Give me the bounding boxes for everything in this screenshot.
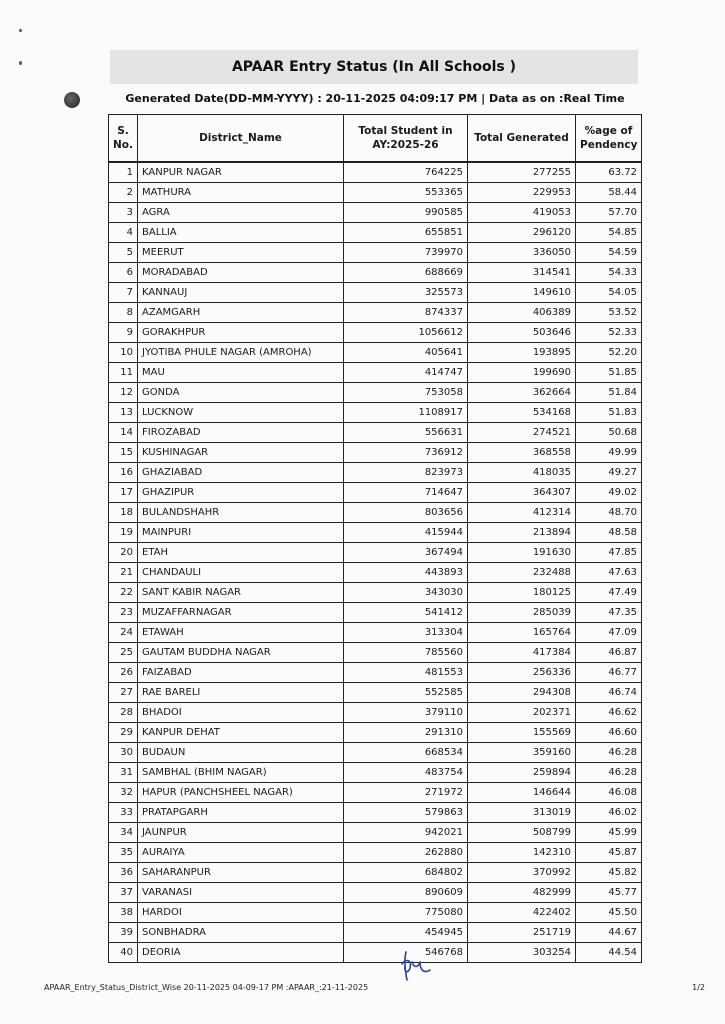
row-sno: 7	[109, 283, 138, 303]
row-total-generated: 336050	[468, 243, 576, 263]
row-sno: 32	[109, 783, 138, 803]
row-sno: 35	[109, 843, 138, 863]
scan-speck	[19, 61, 22, 65]
row-district: KANPUR NAGAR	[138, 162, 344, 183]
row-pendency: 46.74	[576, 683, 642, 703]
row-total-students: 764225	[344, 162, 468, 183]
row-district: DEORIA	[138, 943, 344, 963]
row-district: SAMBHAL (BHIM NAGAR)	[138, 763, 344, 783]
row-district: VARANASI	[138, 883, 344, 903]
row-sno: 24	[109, 623, 138, 643]
row-total-students: 890609	[344, 883, 468, 903]
row-district: GAUTAM BUDDHA NAGAR	[138, 643, 344, 663]
row-total-generated: 285039	[468, 603, 576, 623]
row-total-generated: 313019	[468, 803, 576, 823]
row-pendency: 51.84	[576, 383, 642, 403]
row-total-generated: 229953	[468, 183, 576, 203]
table-row	[109, 883, 642, 903]
scan-speck	[19, 29, 22, 32]
row-pendency: 46.08	[576, 783, 642, 803]
table-row	[109, 583, 642, 603]
row-district: PRATAPGARH	[138, 803, 344, 823]
row-district: SONBHADRA	[138, 923, 344, 943]
row-total-students: 343030	[344, 583, 468, 603]
row-sno: 13	[109, 403, 138, 423]
page-number: 1/2	[692, 983, 705, 992]
row-pendency: 52.33	[576, 323, 642, 343]
row-sno: 29	[109, 723, 138, 743]
row-total-students: 688669	[344, 263, 468, 283]
row-total-generated: 294308	[468, 683, 576, 703]
row-district: RAE BARELI	[138, 683, 344, 703]
table-row	[109, 783, 642, 803]
row-total-generated: 534168	[468, 403, 576, 423]
table-row	[109, 383, 642, 403]
row-district: LUCKNOW	[138, 403, 344, 423]
row-total-generated: 180125	[468, 583, 576, 603]
row-district: MORADABAD	[138, 263, 344, 283]
row-total-students: 553365	[344, 183, 468, 203]
row-total-students: 785560	[344, 643, 468, 663]
row-district: HAPUR (PANCHSHEEL NAGAR)	[138, 783, 344, 803]
row-total-generated: 146644	[468, 783, 576, 803]
row-sno: 17	[109, 483, 138, 503]
table-row	[109, 463, 642, 483]
row-total-students: 379110	[344, 703, 468, 723]
row-total-students: 874337	[344, 303, 468, 323]
table-row	[109, 863, 642, 883]
table-row	[109, 843, 642, 863]
row-total-generated: 412314	[468, 503, 576, 523]
row-district: BULANDSHAHR	[138, 503, 344, 523]
row-total-generated: 418035	[468, 463, 576, 483]
row-sno: 19	[109, 523, 138, 543]
row-pendency: 47.85	[576, 543, 642, 563]
row-sno: 28	[109, 703, 138, 723]
table-row	[109, 223, 642, 243]
row-sno: 27	[109, 683, 138, 703]
row-total-generated: 508799	[468, 823, 576, 843]
row-total-generated: 482999	[468, 883, 576, 903]
row-district: MAU	[138, 363, 344, 383]
row-pendency: 51.85	[576, 363, 642, 383]
row-total-students: 1108917	[344, 403, 468, 423]
signature-mark	[398, 950, 438, 984]
row-sno: 25	[109, 643, 138, 663]
row-sno: 21	[109, 563, 138, 583]
footer-filename: APAAR_Entry_Status_District_Wise 20-11-2025 04-09-17 PM :APAAR_:21-11-2025	[44, 983, 369, 992]
row-total-students: 415944	[344, 523, 468, 543]
table-row	[109, 923, 642, 943]
row-total-students: 443893	[344, 563, 468, 583]
generated-date-line: Generated Date(DD-MM-YYYY) : 20-11-2025 04:09:17 PM | Data as on :Real Time	[125, 92, 625, 105]
table-row	[109, 403, 642, 423]
row-total-generated: 149610	[468, 283, 576, 303]
row-total-generated: 422402	[468, 903, 576, 923]
row-total-generated: 155569	[468, 723, 576, 743]
table-row	[109, 303, 642, 323]
row-total-generated: 213894	[468, 523, 576, 543]
table-body	[109, 162, 642, 963]
row-total-generated: 165764	[468, 623, 576, 643]
row-sno: 22	[109, 583, 138, 603]
row-total-generated: 406389	[468, 303, 576, 323]
row-pendency: 51.83	[576, 403, 642, 423]
row-total-students: 541412	[344, 603, 468, 623]
row-pendency: 45.50	[576, 903, 642, 923]
row-total-generated: 303254	[468, 943, 576, 963]
row-sno: 30	[109, 743, 138, 763]
row-total-students: 714647	[344, 483, 468, 503]
row-sno: 33	[109, 803, 138, 823]
row-pendency: 47.49	[576, 583, 642, 603]
row-pendency: 49.27	[576, 463, 642, 483]
row-total-generated: 417384	[468, 643, 576, 663]
row-district: KUSHINAGAR	[138, 443, 344, 463]
row-pendency: 45.77	[576, 883, 642, 903]
row-pendency: 46.60	[576, 723, 642, 743]
table-row	[109, 723, 642, 743]
row-sno: 37	[109, 883, 138, 903]
row-total-students: 414747	[344, 363, 468, 383]
row-total-generated: 362664	[468, 383, 576, 403]
row-district: BUDAUN	[138, 743, 344, 763]
row-pendency: 54.05	[576, 283, 642, 303]
row-sno: 16	[109, 463, 138, 483]
row-sno: 40	[109, 943, 138, 963]
table-row	[109, 683, 642, 703]
row-total-students: 736912	[344, 443, 468, 463]
table-row	[109, 343, 642, 363]
table-row	[109, 823, 642, 843]
row-total-students: 753058	[344, 383, 468, 403]
row-total-generated: 193895	[468, 343, 576, 363]
row-total-students: 990585	[344, 203, 468, 223]
row-total-students: 739970	[344, 243, 468, 263]
table-row	[109, 263, 642, 283]
table-row	[109, 243, 642, 263]
row-district: MUZAFFARNAGAR	[138, 603, 344, 623]
row-pendency: 63.72	[576, 162, 642, 183]
table-row	[109, 503, 642, 523]
row-pendency: 46.02	[576, 803, 642, 823]
row-total-students: 942021	[344, 823, 468, 843]
row-total-students: 552585	[344, 683, 468, 703]
row-total-generated: 364307	[468, 483, 576, 503]
header-pendency: %age of Pendency	[576, 115, 642, 163]
row-total-generated: 256336	[468, 663, 576, 683]
row-total-generated: 503646	[468, 323, 576, 343]
table-row	[109, 283, 642, 303]
row-sno: 20	[109, 543, 138, 563]
header-total-students: Total Student in AY:2025-26	[344, 115, 468, 163]
row-total-students: 454945	[344, 923, 468, 943]
row-sno: 23	[109, 603, 138, 623]
row-district: GORAKHPUR	[138, 323, 344, 343]
row-total-students: 325573	[344, 283, 468, 303]
row-pendency: 50.68	[576, 423, 642, 443]
row-district: CHANDAULI	[138, 563, 344, 583]
row-sno: 38	[109, 903, 138, 923]
row-district: ETAH	[138, 543, 344, 563]
row-sno: 11	[109, 363, 138, 383]
row-total-students: 556631	[344, 423, 468, 443]
table-row	[109, 203, 642, 223]
row-district: AURAIYA	[138, 843, 344, 863]
row-pendency: 45.87	[576, 843, 642, 863]
row-sno: 14	[109, 423, 138, 443]
row-total-generated: 296120	[468, 223, 576, 243]
header-total-generated: Total Generated	[468, 115, 576, 163]
row-district: MAINPURI	[138, 523, 344, 543]
row-sno: 6	[109, 263, 138, 283]
report-title: APAAR Entry Status (In All Schools )	[231, 59, 517, 75]
row-pendency: 47.35	[576, 603, 642, 623]
row-total-students: 262880	[344, 843, 468, 863]
table-row	[109, 643, 642, 663]
row-pendency: 46.62	[576, 703, 642, 723]
table-row	[109, 423, 642, 443]
row-district: HARDOI	[138, 903, 344, 923]
table-row	[109, 443, 642, 463]
row-pendency: 45.82	[576, 863, 642, 883]
row-pendency: 54.59	[576, 243, 642, 263]
row-pendency: 49.02	[576, 483, 642, 503]
row-total-generated: 314541	[468, 263, 576, 283]
row-pendency: 46.77	[576, 663, 642, 683]
row-total-students: 775080	[344, 903, 468, 923]
row-total-students: 405641	[344, 343, 468, 363]
table-header-row	[109, 115, 642, 163]
row-pendency: 48.58	[576, 523, 642, 543]
row-district: GHAZIABAD	[138, 463, 344, 483]
table-row	[109, 623, 642, 643]
table-row	[109, 523, 642, 543]
row-pendency: 49.99	[576, 443, 642, 463]
row-sno: 8	[109, 303, 138, 323]
row-pendency: 47.09	[576, 623, 642, 643]
row-pendency: 48.70	[576, 503, 642, 523]
row-pendency: 58.44	[576, 183, 642, 203]
row-sno: 12	[109, 383, 138, 403]
row-sno: 15	[109, 443, 138, 463]
row-total-students: 823973	[344, 463, 468, 483]
row-total-students: 1056612	[344, 323, 468, 343]
row-total-students: 803656	[344, 503, 468, 523]
row-district: KANNAUJ	[138, 283, 344, 303]
row-total-students: 546768	[344, 943, 468, 963]
row-total-students: 367494	[344, 543, 468, 563]
row-sno: 31	[109, 763, 138, 783]
row-total-generated: 202371	[468, 703, 576, 723]
table-row	[109, 743, 642, 763]
punch-hole	[64, 92, 80, 108]
row-pendency: 45.99	[576, 823, 642, 843]
row-total-generated: 199690	[468, 363, 576, 383]
row-total-generated: 251719	[468, 923, 576, 943]
row-district: GHAZIPUR	[138, 483, 344, 503]
row-district: KANPUR DEHAT	[138, 723, 344, 743]
row-sno: 4	[109, 223, 138, 243]
row-district: JYOTIBA PHULE NAGAR (AMROHA)	[138, 343, 344, 363]
row-sno: 18	[109, 503, 138, 523]
row-pendency: 57.70	[576, 203, 642, 223]
row-district: BALLIA	[138, 223, 344, 243]
row-total-generated: 359160	[468, 743, 576, 763]
header-district: District_Name	[138, 115, 344, 163]
table-row	[109, 162, 642, 183]
row-total-generated: 370992	[468, 863, 576, 883]
row-total-generated: 142310	[468, 843, 576, 863]
row-sno: 5	[109, 243, 138, 263]
table-row	[109, 183, 642, 203]
row-district: SAHARANPUR	[138, 863, 344, 883]
table-row	[109, 603, 642, 623]
row-pendency: 54.33	[576, 263, 642, 283]
row-total-students: 655851	[344, 223, 468, 243]
header-sno: S. No.	[109, 115, 138, 163]
row-pendency: 44.67	[576, 923, 642, 943]
table-row	[109, 803, 642, 823]
row-sno: 39	[109, 923, 138, 943]
row-pendency: 46.28	[576, 743, 642, 763]
row-total-students: 684802	[344, 863, 468, 883]
row-pendency: 47.63	[576, 563, 642, 583]
row-sno: 10	[109, 343, 138, 363]
row-sno: 2	[109, 183, 138, 203]
row-pendency: 44.54	[576, 943, 642, 963]
row-sno: 1	[109, 162, 138, 183]
row-total-generated: 274521	[468, 423, 576, 443]
row-district: AGRA	[138, 203, 344, 223]
row-pendency: 52.20	[576, 343, 642, 363]
row-sno: 26	[109, 663, 138, 683]
row-total-students: 483754	[344, 763, 468, 783]
row-total-generated: 259894	[468, 763, 576, 783]
table-row	[109, 543, 642, 563]
row-total-students: 481553	[344, 663, 468, 683]
row-total-students: 313304	[344, 623, 468, 643]
table-row	[109, 943, 642, 963]
district-status-table	[108, 114, 642, 963]
row-total-students: 291310	[344, 723, 468, 743]
row-total-generated: 232488	[468, 563, 576, 583]
row-pendency: 46.28	[576, 763, 642, 783]
row-total-generated: 277255	[468, 162, 576, 183]
row-district: MATHURA	[138, 183, 344, 203]
row-district: SANT KABIR NAGAR	[138, 583, 344, 603]
row-pendency: 54.85	[576, 223, 642, 243]
row-total-generated: 191630	[468, 543, 576, 563]
row-sno: 36	[109, 863, 138, 883]
row-district: FIROZABAD	[138, 423, 344, 443]
table-row	[109, 663, 642, 683]
table-row	[109, 323, 642, 343]
row-total-students: 668534	[344, 743, 468, 763]
row-total-generated: 368558	[468, 443, 576, 463]
row-district: JAUNPUR	[138, 823, 344, 843]
row-total-students: 271972	[344, 783, 468, 803]
report-title-bar	[110, 50, 638, 84]
row-district: FAIZABAD	[138, 663, 344, 683]
row-pendency: 46.87	[576, 643, 642, 663]
row-pendency: 53.52	[576, 303, 642, 323]
row-district: MEERUT	[138, 243, 344, 263]
table-row	[109, 483, 642, 503]
row-district: ETAWAH	[138, 623, 344, 643]
row-district: BHADOI	[138, 703, 344, 723]
row-total-students: 579863	[344, 803, 468, 823]
row-sno: 3	[109, 203, 138, 223]
row-district: GONDA	[138, 383, 344, 403]
table-row	[109, 363, 642, 383]
row-sno: 34	[109, 823, 138, 843]
row-district: AZAMGARH	[138, 303, 344, 323]
row-sno: 9	[109, 323, 138, 343]
table-row	[109, 903, 642, 923]
row-total-generated: 419053	[468, 203, 576, 223]
table-row	[109, 703, 642, 723]
table-row	[109, 763, 642, 783]
table-row	[109, 563, 642, 583]
